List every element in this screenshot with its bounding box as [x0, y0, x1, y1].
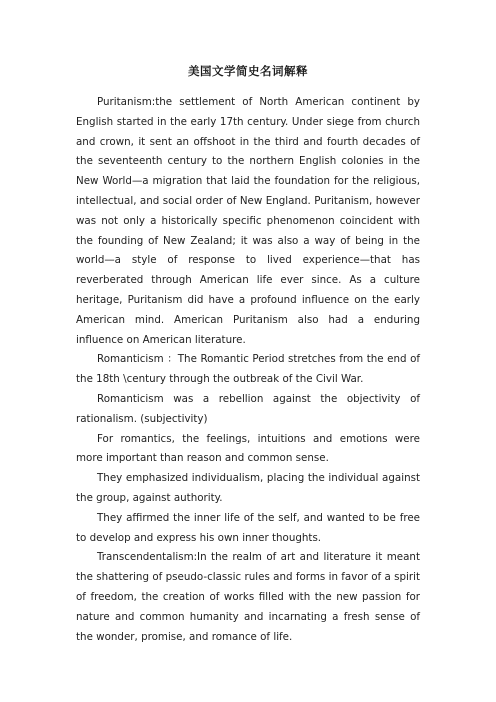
paragraph-romanticism-rebellion: Romanticism was a rebellion against the objectivity of rationalism. (subjectivity): [76, 392, 420, 425]
paragraph-romanticism-individualism: They emphasized individualism, placing the individual against the group, against authority.: [76, 472, 420, 504]
paragraph-transcendentalism: Transcendentalism:In the realm of art and literature it meant the shattering of pseudo-classic rules and forms in favor of a spirit of freedom, the creation of works filled with the new passion for nature and common humanity and incarnating a fresh sense of the wonder, promise, and romance of life.: [76, 551, 420, 643]
paragraph-romanticism-definition: Romanticism ：The Romantic Period stretches from the end of the 18th \century through the outbreak of the Civil War.: [76, 353, 420, 386]
document-body: [76, 93, 420, 647]
paragraph-romanticism-feelings: For romantics, the feelings, intuitions and emotions were more important than reason and common sense.: [76, 432, 420, 465]
paragraph-puritanism: Puritanism:the settlement of North American continent by English started in the early 17th century. Under siege from church and crown, it sent an offshoot in the third and fourth decades of the seventeenth century to the northern English colonies in the New World—a migration that laid the foundation for the religious, intellectual, and social order of New England. Puritanism, however was not only a historically specific phenomenon coincident with the founding of New Zealand; it was also a way of being in the world—a style of response to lived experience—that has reverberated through American life ever since. As a culture heritage, Puritanism did have a profound influence on the early American mind. American Puritanism also had a enduring influence on American literature.: [76, 96, 420, 346]
paragraph-romanticism-inner-life: They affirmed the inner life of the self, and wanted to be free to develop and express his own inner thoughts.: [76, 511, 420, 544]
document-title: 美国文学简史名词解释: [188, 64, 308, 78]
